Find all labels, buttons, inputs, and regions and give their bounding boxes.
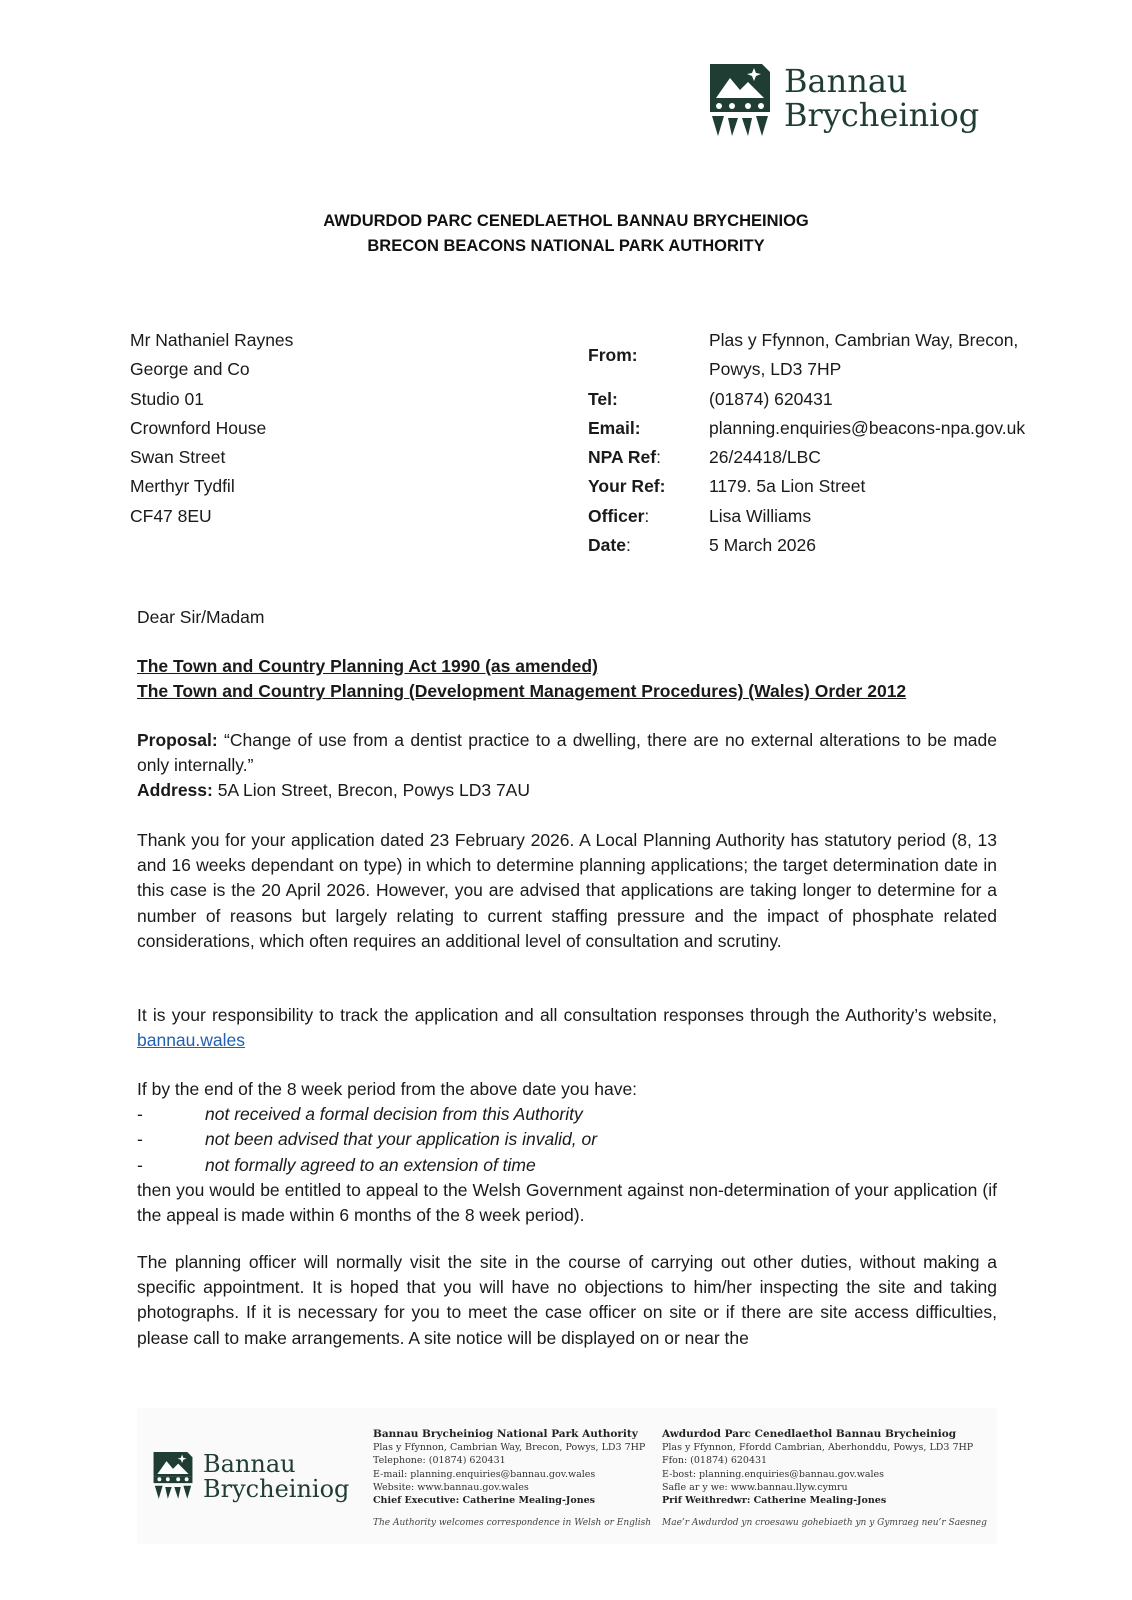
logo-line-2: Brycheiniog — [784, 96, 980, 134]
list-item-text: not received a formal decision from this Authority — [205, 1104, 583, 1125]
list-item — [137, 1127, 997, 1152]
footer-cy-note: Mae’r Awdurdod yn croesawu gohebiaeth yn y Gymraeg neu’r Saesneg — [662, 1518, 987, 1529]
footer-cy-chief: Prif Weithredwr: Catherine Mealing-Jones — [662, 1495, 887, 1507]
footer-logo — [153, 1452, 349, 1502]
npa-ref-colon: : — [656, 447, 661, 468]
recipient-address — [130, 326, 293, 531]
npa-ref-value: 26/24418/LBC — [709, 447, 821, 468]
footer-en-telephone: Telephone: (01874) 620431 — [373, 1455, 506, 1467]
paragraph-site-visit — [137, 1250, 997, 1351]
footer-en-note: The Authority welcomes correspondence in Welsh or English — [373, 1518, 652, 1529]
appeal-conclusion: then you would be entitled to appeal to the Welsh Government against non-determination of your application (if the appeal is made within 6 months of the 8 week period). — [137, 1179, 997, 1226]
meta-date — [588, 531, 1025, 560]
salutation — [137, 605, 997, 630]
proposal-block — [137, 728, 997, 804]
date-value: 5 March 2026 — [709, 535, 817, 556]
footer-cy-address: Plas y Ffynnon, Ffordd Cambrian, Aberhonddu, Powys, LD3 7HP — [662, 1442, 974, 1454]
proposal-text: “Change of use from a dentist practice to a dwelling, there are no external alterations to be made only internally.” — [137, 730, 997, 776]
footer-english — [373, 1428, 651, 1530]
recipient-line: George and Co — [130, 359, 250, 380]
recipient-line: Mr Nathaniel Raynes — [130, 330, 294, 350]
email-label: Email: — [588, 417, 641, 438]
footer-en-website: Website: www.bannau.gov.wales — [373, 1481, 529, 1493]
meta-officer — [588, 502, 1025, 531]
authority-heading — [0, 209, 1132, 259]
footer-welsh — [662, 1428, 987, 1530]
date-colon: : — [625, 535, 631, 556]
footer-cy-telephone: Ffon: (01874) 620431 — [662, 1455, 768, 1467]
site-visit-text: The planning officer will normally visit the site in the course of carrying out other duties, without making a specific appointment. It is hoped that you will have no objections to him/her inspecting the site and taking photographs. If it is necessary for you to meet the case officer on site or if there are site access difficulties, please call to make arrangements. A site notice will be displayed on or near the — [137, 1252, 997, 1348]
from-line-2: Powys, LD3 7HP — [709, 359, 842, 380]
address-text: 5A Lion Street, Brecon, Powys LD3 7AU — [217, 780, 530, 801]
npa-ref-label-text: NPA Ref — [588, 447, 657, 468]
footer-cy-title: Awdurdod Parc Cenedlaethol Bannau Brycheiniog — [662, 1428, 957, 1440]
recipient-line: Swan Street — [130, 447, 226, 468]
list-item — [137, 1153, 997, 1178]
footer-cy-website: Safle ar y we: www.bannau.llyw.cymru — [662, 1481, 848, 1493]
list-item-text: not formally agreed to an extension of time — [205, 1154, 536, 1175]
address-label: Address: — [137, 780, 213, 801]
footer-cy-email: E-bost: planning.enquiries@bannau.gov.wales — [662, 1468, 885, 1480]
legislation-headings — [137, 654, 997, 704]
mountain-crest-icon — [710, 64, 770, 138]
from-label: From: — [588, 344, 638, 365]
officer-label — [588, 502, 709, 531]
meta-tel — [588, 385, 1025, 414]
paragraph-text: Thank you for your application dated 23 February 2026. A Local Planning Authority has statutory period (8, 13 and 16 weeks dependant on type) in which to determine planning applications; the target determination date in this case is the 20 April 2026. However, you are advised that applications are taking longer to determine for a number of reasons but largely relating to current staffing pressure and the impact of phosphate related considerations, which often requires an additional level of consultation and scrutiny. — [137, 830, 997, 951]
heading-welsh: AWDURDOD PARC CENEDLAETHOL BANNAU BRYCHEINIOG — [323, 212, 809, 230]
list-dash: - — [137, 1104, 143, 1125]
footer-logo-line-1: Bannau — [203, 1450, 296, 1478]
tel-value: (01874) 620431 — [709, 388, 833, 409]
proposal-line — [137, 728, 997, 778]
list-dash: - — [137, 1154, 143, 1175]
tracking-text: It is your responsibility to track the application and all consultation responses through the Authority’s website, — [137, 1005, 997, 1025]
tel-label: Tel: — [588, 388, 618, 409]
from-value — [709, 326, 1018, 385]
list-item-text: not been advised that your application is invalid, or — [205, 1129, 598, 1150]
footer-logo-line-2: Brycheiniog — [203, 1475, 350, 1503]
logo-wordmark — [784, 64, 979, 132]
officer-value: Lisa Williams — [709, 505, 812, 526]
from-line-1: Plas y Ffynnon, Cambrian Way, Brecon, — [709, 330, 1019, 350]
your-ref-value: 1179. 5a Lion Street — [709, 476, 866, 497]
date-label-text: Date — [588, 535, 626, 556]
meta-npa-ref — [588, 443, 1025, 472]
footer-en-chief: Chief Executive: Catherine Mealing-Jones — [373, 1495, 596, 1507]
list-dash: - — [137, 1129, 143, 1150]
paragraph-tracking-text — [137, 1003, 997, 1053]
recipient-line: Merthyr Tydfil — [130, 476, 235, 497]
paragraph-tracking — [137, 1003, 997, 1053]
bannau-brycheiniog-logo — [710, 64, 979, 138]
salutation-text: Dear Sir/Madam — [137, 607, 265, 627]
npa-ref-label — [588, 443, 709, 472]
proposal-label: Proposal: — [137, 730, 218, 750]
letter-meta — [588, 326, 1025, 560]
recipient-line: Crownford House — [130, 417, 267, 438]
mountain-crest-icon — [153, 1452, 193, 1500]
meta-email — [588, 414, 1025, 443]
recipient-line: CF47 8EU — [130, 505, 212, 526]
address-line — [137, 778, 997, 803]
list-item — [137, 1102, 997, 1127]
paragraph-appeal — [137, 1077, 997, 1228]
date-label — [588, 531, 709, 560]
heading-english: BRECON BEACONS NATIONAL PARK AUTHORITY — [367, 237, 765, 255]
meta-from — [588, 326, 1025, 385]
email-value[interactable]: planning.enquiries@beacons-npa.gov.uk — [709, 417, 1026, 438]
your-ref-label: Your Ref: — [588, 476, 666, 497]
footer-en-email: E-mail: planning.enquiries@bannau.gov.wales — [373, 1468, 596, 1480]
footer-logo-wordmark — [203, 1452, 349, 1502]
act-heading-2: The Town and Country Planning (Development Management Procedures) (Wales) Order 2012 — [137, 681, 907, 702]
letter-footer — [137, 1408, 997, 1544]
website-link[interactable]: bannau.wales — [137, 1030, 245, 1051]
recipient-line: Studio 01 — [130, 388, 204, 409]
footer-en-address: Plas y Ffynnon, Cambrian Way, Brecon, Powys, LD3 7HP — [373, 1442, 646, 1454]
appeal-intro: If by the end of the 8 week period from the above date you have: — [137, 1079, 638, 1099]
officer-label-text: Officer — [588, 505, 645, 526]
paragraph-timescale — [137, 828, 997, 954]
act-heading-1: The Town and Country Planning Act 1990 (as amended) — [137, 656, 598, 676]
officer-colon: : — [644, 505, 650, 526]
logo-line-1: Bannau — [784, 62, 908, 100]
footer-en-title: Bannau Brycheiniog National Park Authority — [373, 1428, 638, 1440]
meta-your-ref — [588, 472, 1025, 501]
